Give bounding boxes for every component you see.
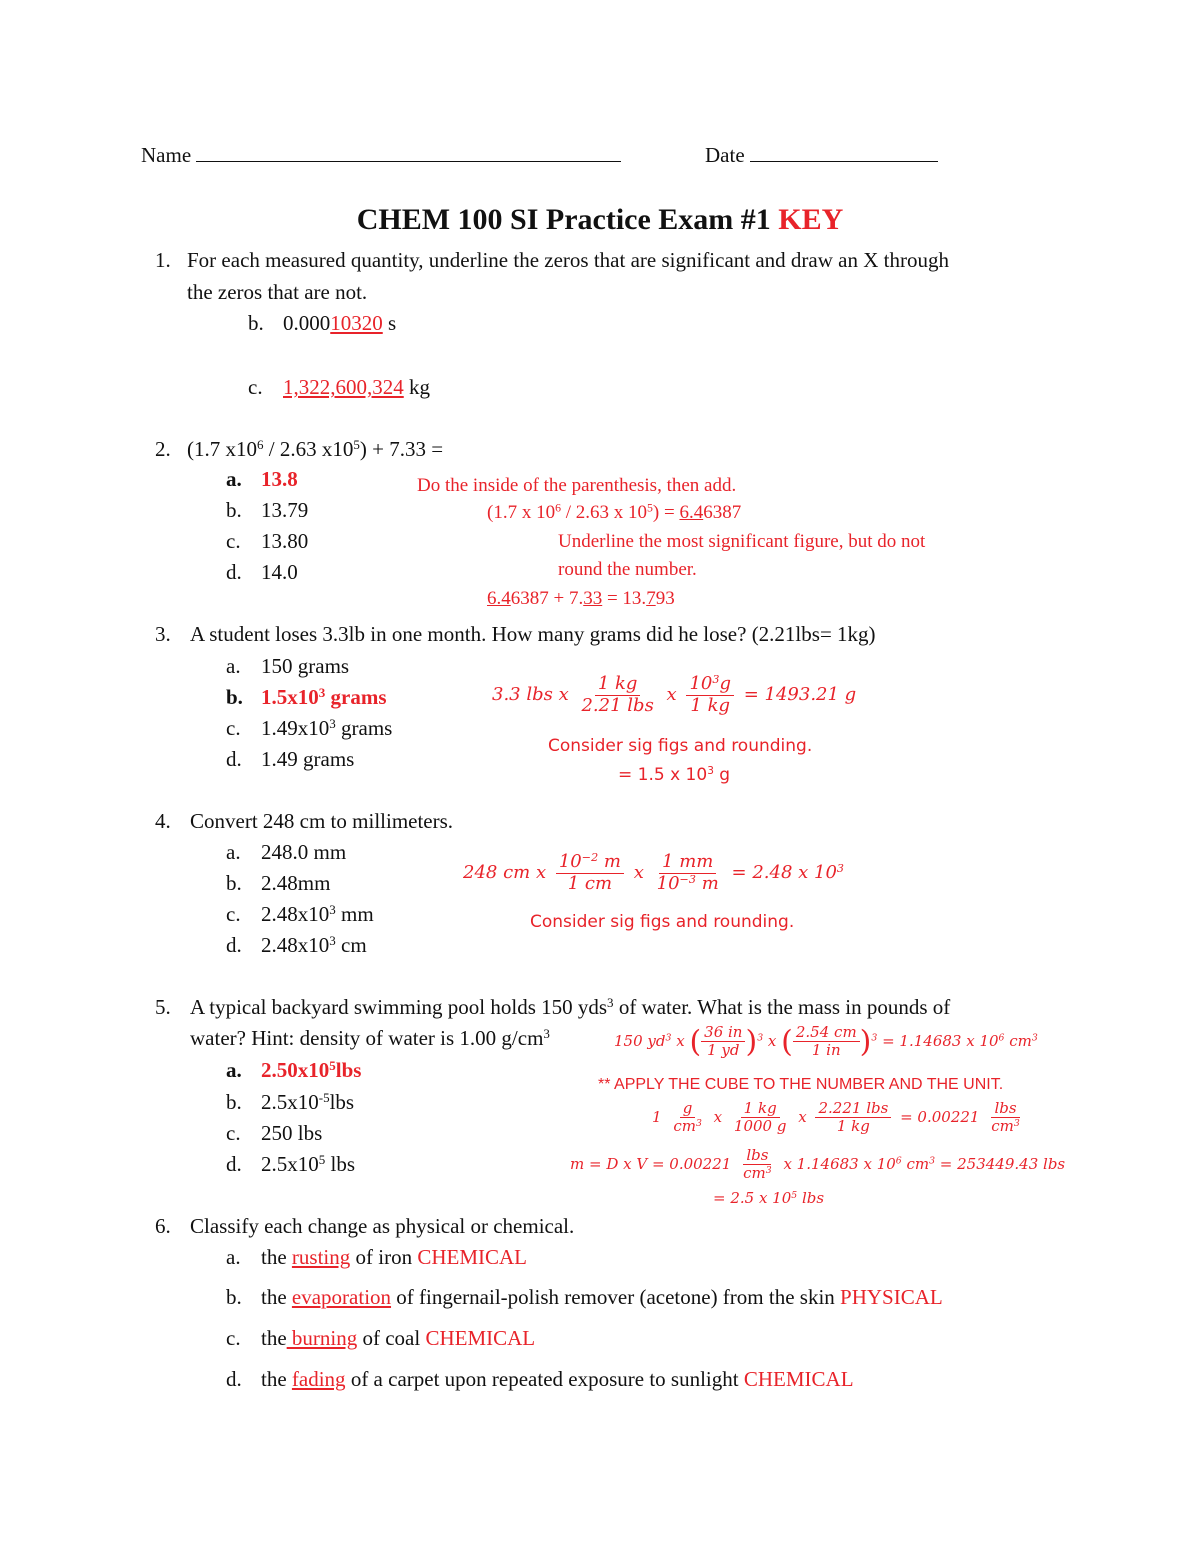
q5-number: 5. (155, 995, 171, 1019)
q4-note: Consider sig figs and rounding. (530, 912, 795, 932)
q1-b-significant: 10320 (330, 311, 383, 335)
q2-c-letter: c. (226, 529, 241, 553)
q5-b-letter: b. (226, 1090, 242, 1114)
q5-work-result: = 2.5 x $10^5$ lbs (713, 1189, 825, 1207)
date-label: Date (705, 143, 745, 167)
q2-b-option: 13.79 (261, 498, 309, 522)
q5-fraction-cm-in: $\frac{2.54 cm}{1 in}$ (793, 1024, 860, 1060)
q1-b-item: 0.00010320 s (283, 311, 397, 335)
q6-c-letter: c. (226, 1326, 241, 1350)
q5-d-option: $2.5x10^5$ lbs (261, 1151, 356, 1176)
q2-number: 2. (155, 437, 171, 461)
q4-d-letter: d. (226, 933, 242, 957)
q6-number: 6. (155, 1214, 171, 1238)
q6-c-keyword: burning (286, 1326, 358, 1350)
q2-note-3: Underline the most significant figure, but do not (558, 531, 926, 552)
q4-fraction-m-cm: $\frac{10^{-2} m}{1 cm}$ (556, 852, 624, 894)
q1-text-line2: the zeros that are not. (187, 280, 368, 304)
q6-a-letter: a. (226, 1245, 241, 1269)
q4-a-letter: a. (226, 840, 241, 864)
q3-result: = 1.5 x $10^3$ g (618, 765, 731, 785)
name-label: Name (141, 143, 192, 167)
q1-b-letter: b. (248, 311, 264, 335)
name-field (141, 143, 621, 168)
q5-fraction-in-yd: $\frac{36 in}{1 yd}$ (701, 1024, 745, 1060)
q1-c-significant: 1,322,600,324 (283, 375, 404, 399)
date-blank (750, 143, 938, 162)
q5-c-option: 250 lbs (261, 1121, 323, 1145)
q5-fraction-lbs-cm3: $\frac{\text{lbs}}{cm^3}$ (991, 1099, 1020, 1136)
q2-question: (1.7 $x10^6 / 2.63$ $x10^5) + 7.33$ = (187, 436, 444, 461)
q3-b-letter: b. (226, 685, 243, 709)
page-title: CHEM 100 SI Practice Exam #1 KEY (356, 203, 844, 236)
q4-b-letter: b. (226, 871, 242, 895)
q5-text-line1: A typical backyard swimming pool holds 150 yds$^3$ of water. What is the mass in pounds of (190, 994, 951, 1019)
q3-fraction-g-kg: $\frac{10^3g}{1 kg}$ (686, 674, 734, 716)
q5-fraction-g-cm3: $\frac{g}{cm^3}$ (673, 1099, 702, 1136)
q5-work-mass: m = D x V = 0.00221 $\frac{\text{lbs}}{cm^3}$ x 1.14683 x $10^6$ $cm^3 = 253449.43$ lbs (570, 1146, 1066, 1183)
q6-text: Classify each change as physical or chemical. (190, 1214, 575, 1238)
q2-d-letter: d. (226, 560, 242, 584)
date-field (705, 143, 938, 168)
q2-a-answer: 13.8 (261, 467, 298, 491)
q5-work-density: 1 $\frac{g}{cm^3}$ x $\frac{1 kg}{1000 g}$ x $\frac{\text{2.221 lbs}}{1 kg}$ = 0.00221 $\frac{\text{lbs}}{cm^3}$ (652, 1100, 1027, 1136)
q4-number: 4. (155, 809, 171, 833)
q5-fraction-lbs-cm3-2: $\frac{\text{lbs}}{cm^3}$ (743, 1146, 772, 1183)
q2-c-option: 13.80 (261, 529, 309, 553)
q6-c-item: the burning of coal CHEMICAL (261, 1326, 536, 1350)
q4-d-option: $2.48x10^3$ cm (261, 932, 367, 957)
q6-a-item: the rusting of iron CHEMICAL (261, 1245, 527, 1269)
q5-d-letter: d. (226, 1152, 242, 1176)
q3-number: 3. (155, 622, 171, 646)
q6-d-answer: CHEMICAL (743, 1367, 854, 1391)
q2-a-letter: a. (226, 467, 242, 491)
q2-note-1: Do the inside of the parenthesis, then add. (417, 475, 737, 496)
q3-b-answer: $1.5x10^3$ grams (261, 684, 387, 709)
q3-c-letter: c. (226, 716, 241, 740)
key-label: KEY (778, 203, 844, 236)
q3-note: Consider sig figs and rounding. (548, 736, 813, 756)
q6-d-item: the fading of a carpet upon repeated exposure to sunlight CHEMICAL (261, 1367, 854, 1391)
q3-work-equation: 3.3 lbs x $\frac{1 kg}{\text{2.21 lbs}}$ x $\frac{10^3g}{1 kg}$ = 1493.21 g (492, 672, 857, 716)
q6-b-keyword: evaporation (291, 1285, 392, 1309)
q2-b-letter: b. (226, 498, 242, 522)
q6-d-letter: d. (226, 1367, 242, 1391)
q5-a-letter: a. (226, 1058, 242, 1082)
name-blank (196, 143, 621, 162)
q6-c-answer: CHEMICAL (425, 1326, 536, 1350)
q6-b-letter: b. (226, 1285, 242, 1309)
q1-c-item: 1,322,600,324 kg (283, 375, 430, 399)
q1-text-line1: For each measured quantity, underline the zeros that are significant and draw an X through (187, 248, 949, 272)
q2-d-option: 14.0 (261, 560, 298, 584)
q4-a-option: 248.0 mm (261, 840, 347, 864)
q5-fraction-lbs-kg: $\frac{\text{2.221 lbs}}{1 kg}$ (815, 1100, 891, 1136)
q4-fraction-mm-m: $\frac{1 mm}{10^{-3} m}$ (656, 851, 719, 894)
q3-fraction-kg-lbs: $\frac{1 kg}{\text{2.21 lbs}}$ (581, 673, 654, 716)
q1-number: 1. (155, 248, 171, 272)
q3-text: A student loses 3.3lb in one month. How many grams did he lose? (2.21lbs= 1kg) (190, 622, 876, 646)
q3-a-option: 150 grams (261, 654, 350, 678)
q5-text-line2: water? Hint: density of water is 1.00 $g/cm^3$ (190, 1025, 550, 1050)
q3-d-letter: d. (226, 747, 242, 771)
q5-apply-note: ** APPLY THE CUBE TO THE NUMBER AND THE UNIT. (598, 1076, 1004, 1093)
q4-work-equation: 248 cm x $\frac{10^{-2} m}{1 cm}$ x $\frac{1 mm}{10^{-3} m}$ = 2.48 x $10^3$ (463, 850, 845, 894)
q2-note-5: 6.46387 + 7.33 = 13.793 (487, 588, 675, 609)
q6-b-answer: PHYSICAL (840, 1285, 943, 1309)
q6-a-keyword: rusting (291, 1245, 351, 1269)
q5-work-volume: 150 $yd^3$ x ( $\frac{36 in}{1 yd}$ )$^3$ x ( $\frac{2.54 cm}{1 in}$ )$^3$ = 1.14683 x $10^6$ $cm^3$ (614, 1023, 1038, 1060)
q2-note-2: (1.7 x $10^6 / 2.63$ x $10^5) = 6.46387$ (487, 501, 742, 523)
q5-a-answer: $2.50x10^5lbs$ (261, 1057, 362, 1082)
q4-text: Convert 248 cm to millimeters. (190, 809, 454, 833)
q6-a-answer: CHEMICAL (417, 1245, 527, 1269)
q4-b-option: 2.48mm (261, 871, 331, 895)
q6-d-keyword: fading (291, 1367, 346, 1391)
q6-b-item: the evaporation of fingernail-polish remover (acetone) from the skin PHYSICAL (261, 1285, 943, 1309)
q5-b-option: $2.5x10^{-5}lbs$ (261, 1089, 355, 1114)
q1-c-letter: c. (248, 375, 263, 399)
q4-c-letter: c. (226, 902, 241, 926)
q5-c-letter: c. (226, 1121, 241, 1145)
q4-c-option: $2.48x10^3$ mm (261, 901, 374, 926)
q5-fraction-kg-g: $\frac{1 kg}{1000 g}$ (733, 1099, 787, 1136)
q3-a-letter: a. (226, 654, 241, 678)
q3-d-option: 1.49 grams (261, 747, 355, 771)
q2-note-4: round the number. (558, 559, 697, 580)
q3-c-option: $1.49x10^3$ grams (261, 715, 393, 740)
